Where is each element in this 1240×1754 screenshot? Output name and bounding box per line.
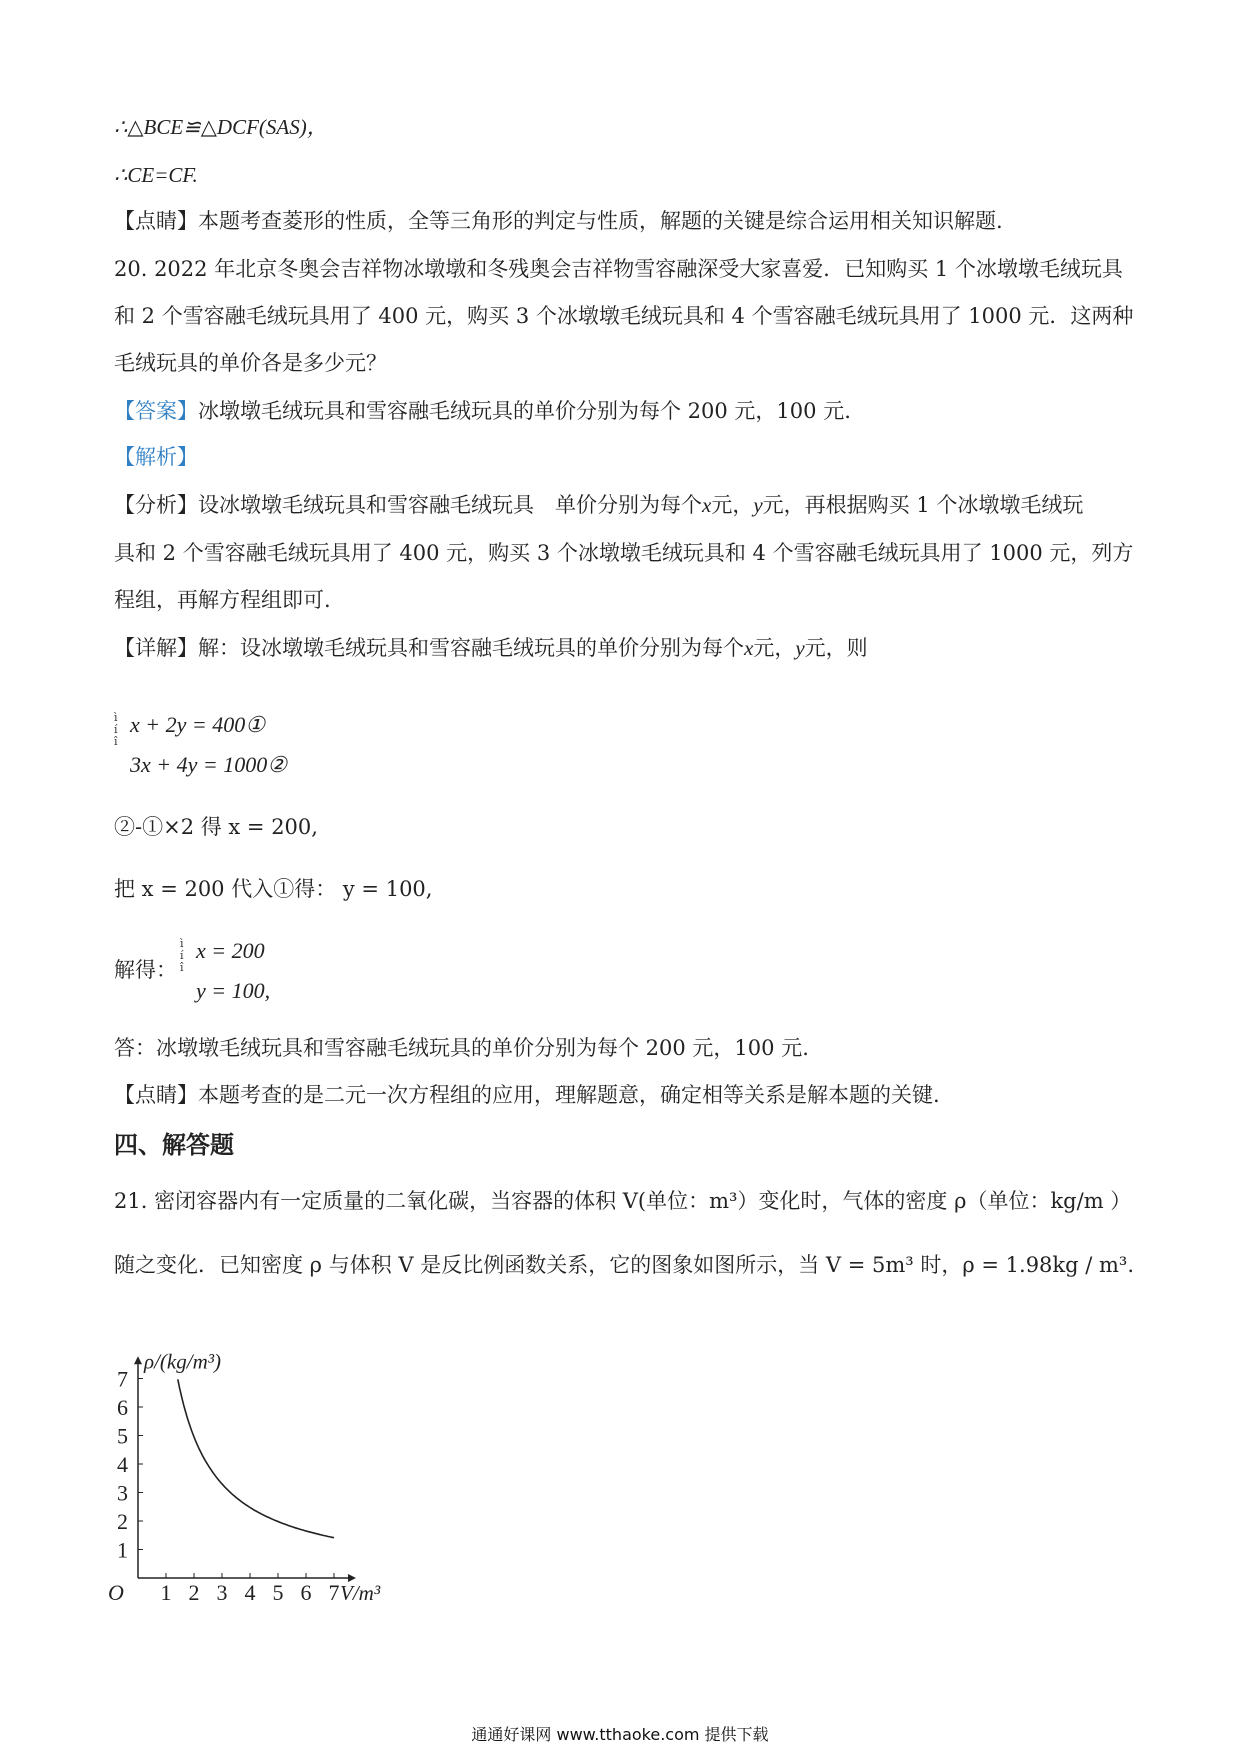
density-volume-chart <box>100 1300 420 1600</box>
solution-1: x = 200 <box>196 938 265 963</box>
y-tick-label: 2 <box>117 1509 128 1534</box>
question-20-line-1: 20. 2022 年北京冬奥会吉祥物冰墩墩和冬残奥会吉祥物雪容融深受大家喜爱．已知购买 1 个冰墩墩毛绒玩具 <box>114 257 1123 281</box>
y-tick-label: 3 <box>117 1480 128 1506</box>
x-axis-label: V/m³ <box>340 1581 381 1600</box>
detail-text-e: 元，则 <box>804 636 868 660</box>
x-tick-label: 3 <box>216 1580 228 1600</box>
equation-2: 3x + 4y = 1000② <box>130 752 287 777</box>
detail-text-c: 元， <box>753 636 796 660</box>
x-tick-label: 6 <box>300 1580 312 1600</box>
conclusion-line: ∴CE=CF. <box>114 163 198 187</box>
fenxi-var-x: x <box>702 493 712 517</box>
x-tick-label: 7 <box>328 1580 340 1600</box>
equation-1: x + 2y = 400① <box>130 712 265 737</box>
p20-comment <box>114 1080 940 1110</box>
solution-2: y = 100, <box>196 978 271 1003</box>
section-heading: 四、解答题 <box>114 1131 234 1159</box>
final-answer: 答：冰墩墩毛绒玩具和雪容融毛绒玩具的单价分别为每个 200 元，100 元. <box>114 1036 809 1060</box>
y-axis-label: ρ/(kg/m³) <box>144 1349 222 1374</box>
comment-tag-2: 【点睛】 <box>114 1083 198 1107</box>
detail-var-x: x <box>744 636 754 660</box>
equation-brace: ì í î <box>114 711 118 748</box>
detail-var-y: y <box>795 636 805 660</box>
fenxi-line-1 <box>114 490 1083 520</box>
fenxi-line-2: 具和 2 个雪容融毛绒玩具用了 400 元，购买 3 个冰墩墩毛绒玩具和 4 个雪容融毛绒玩具用了 1000 元，列方 <box>114 541 1134 565</box>
question-21-line-1: 21. 密闭容器内有一定质量的二氧化碳，当容器的体积 V(单位：m³）变化时，气体的密度 ρ（单位：kg/m ） <box>114 1189 1132 1213</box>
fenxi-text-e: 元，再根据购买 1 个冰墩墩毛绒玩 <box>762 493 1084 517</box>
detail-tag: 【详解】 <box>114 636 198 660</box>
comment-tag: 【点睛】 <box>114 209 198 233</box>
answer-tag: 【答案】 <box>114 399 198 423</box>
fenxi-var-y: y <box>753 493 763 517</box>
origin-label: O <box>108 1580 124 1600</box>
fenxi-line-3: 程组，再解方程组即可. <box>114 588 331 612</box>
inverse-proportion-curve <box>178 1379 334 1537</box>
fenxi-tag: 【分析】 <box>114 493 198 517</box>
question-20-line-2: 和 2 个雪容融毛绒玩具用了 400 元，购买 3 个冰墩墩毛绒玩具和 4 个雪容融毛绒玩具用了 1000 元．这两种 <box>114 304 1134 328</box>
answer-text: 冰墩墩毛绒玩具和雪容融毛绒玩具的单价分别为每个 200 元，100 元. <box>198 399 851 423</box>
analysis-tag: 【解析】 <box>114 445 198 469</box>
fenxi-text-a: 设冰墩墩毛绒玩具和雪容融毛绒玩具 单价分别为每个 <box>198 493 702 517</box>
x-tick-label: 1 <box>160 1580 172 1600</box>
congruence-line: ∴△BCE≌△DCF(SAS)， <box>114 115 328 139</box>
fenxi-text-c: 元， <box>711 493 754 517</box>
x-tick-label: 2 <box>188 1580 200 1600</box>
page-footer: 通通好课网 www.tthaoke.com 提供下载 <box>471 1725 769 1744</box>
y-tick-label: 6 <box>117 1395 128 1420</box>
y-tick-label: 1 <box>117 1537 128 1563</box>
solution-brace: ì í î <box>180 937 184 974</box>
question-21-line-2: 随之变化．已知密度 ρ 与体积 V 是反比例函数关系，它的图象如图所示，当 V = 5m³ 时，ρ = 1.98kg / m³. <box>114 1253 1135 1277</box>
step-1: ②-①×2 得 x = 200, <box>114 815 318 839</box>
step-2: 把 x = 200 代入①得： y = 100, <box>114 877 433 901</box>
detail-text-a: 解：设冰墩墩毛绒玩具和雪容融毛绒玩具的单价分别为每个 <box>198 636 744 660</box>
x-tick-label: 4 <box>244 1580 256 1600</box>
y-tick-label: 5 <box>117 1423 128 1449</box>
question-20-line-3: 毛绒玩具的单价各是多少元？ <box>114 351 387 375</box>
detail-line <box>114 633 868 663</box>
y-tick-label: 4 <box>117 1452 128 1477</box>
y-axis-arrow <box>134 1356 142 1364</box>
p19-comment <box>114 206 1003 236</box>
answer-line <box>114 396 851 426</box>
comment-text-2: 本题考查的是二元一次方程组的应用，理解题意，确定相等关系是解本题的关键. <box>198 1083 940 1107</box>
solve-label: 解得： <box>114 958 177 982</box>
x-tick-label: 5 <box>272 1580 284 1600</box>
comment-text: 本题考查菱形的性质，全等三角形的判定与性质，解题的关键是综合运用相关知识解题. <box>198 209 1003 233</box>
y-tick-label: 7 <box>117 1366 128 1392</box>
